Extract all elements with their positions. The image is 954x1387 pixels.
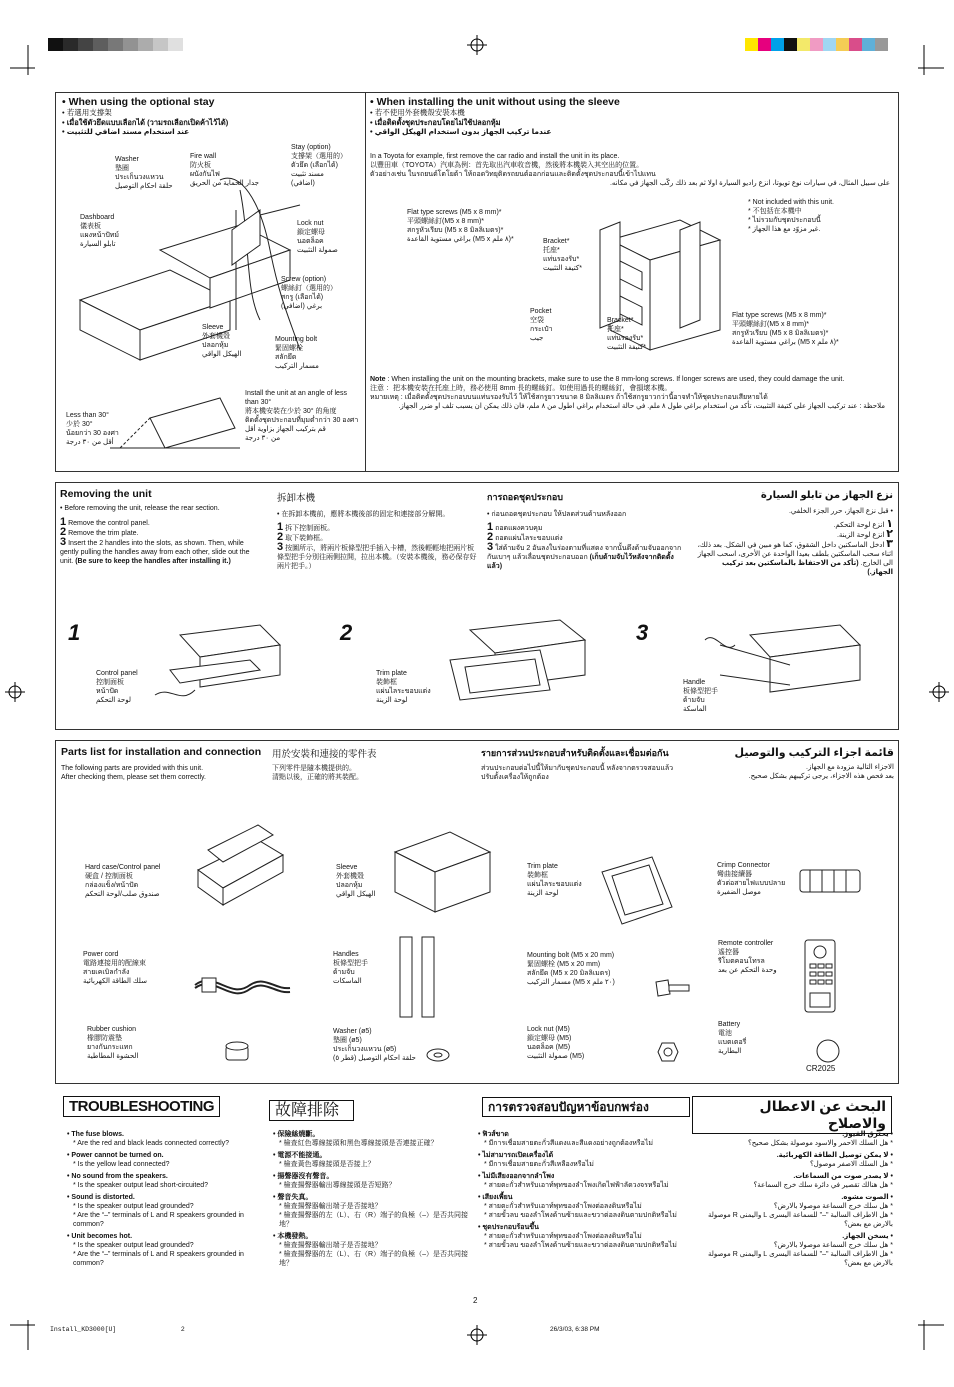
page-number: 2 <box>473 1296 478 1305</box>
zh-step-3: 按圖所示，將兩片板條型把手插入卡槽，然後輕輕地把兩片板條型把手分別往兩側拉開，拉出本機。（安裝本機後，務必保存好兩片把手。） <box>277 545 477 570</box>
removing-zh-title: 拆卸本機 <box>277 493 316 504</box>
fig-number-1: 1 <box>68 620 81 645</box>
trouble-question: • الصوت مشوه. <box>841 1194 893 1201</box>
trouble-question: • 電源不能接通。 <box>273 1152 327 1159</box>
parts-ar <box>696 746 894 781</box>
trouble-answer: * Are the red and black leads connected correctly? <box>73 1140 230 1147</box>
density-swatch <box>93 38 108 51</box>
density-swatch <box>168 38 183 51</box>
optional-stay-th: • เมื่อใช้ตัวยึดแบบเลือกได้ (วามรถเลือกเปิดค้าไว้ได้) <box>62 117 229 127</box>
note-th: หมายเหตุ : เมื่อติดตั้งชุดประกอบบนแท่นรองรับไว้ ให้ใช้สกรูยาวขนาด 8 มิลลิเมตร ถ้าใช้สกรูยาวกว่านี้อาจทำให้ชุดประกอบเสียหายได้ <box>370 394 768 401</box>
fig-3-illustration <box>700 615 870 710</box>
color-swatch <box>862 38 875 51</box>
part-handles-label: Handles 板條型把手 ด้ามจับ الماسكات <box>333 951 368 985</box>
removing-th-title: การถอดชุดประกอบ <box>487 492 563 502</box>
parts-intro: The following parts are provided with this unit. After checking them, please set them correctly. <box>61 765 206 781</box>
removing-ar-bullet: • قبل نزع الجهاز، حرر الجزء الخلفي. <box>788 508 893 515</box>
bracket-illustration <box>560 200 740 370</box>
trouble-answer: * Are the “–” terminals of L and R speakers grounded in common? <box>73 1251 244 1267</box>
trouble-answer: * สายตะกั่วสำหรับเอาท์พุทของลำโพงต่อลงดินหรือไม่ <box>484 1203 642 1210</box>
removing-zh-bullet: • 在拆卸本機前，應將本機後部的固定和連接部分解開。 <box>277 511 450 518</box>
footer-file: Install_KD3000[U] <box>50 1326 117 1333</box>
density-swatch <box>108 38 123 51</box>
trouble-question: • ไม่สามารถเปิดเครื่องได้ <box>478 1152 554 1159</box>
label-locknut: Lock nut 鎖定螺母 นอตล็อค صمولة التثبيت <box>297 220 338 254</box>
removing-ar: نزع الجهاز من تابلو السيارة • قبل نزع الجهاز، حرر الجزء الخلفي. ١ انزع لوحة التحكم. ٢ انزع لوحة الزينة. ٣ ادخل الماسكتين داخل الشقوق، كما هو مبين في الشكل. بعد ذلك، اثناء سحب الماسكتين بلطف بعيدا الواحدة عن الأخرى، اسحب الجهاز الى الخارج. (تأكد من الاحتفاظ بالماسكتين بعد تركيب الجهاز.) <box>695 490 893 577</box>
angle-illustration <box>110 388 240 463</box>
battery-illustration <box>813 1036 843 1066</box>
part-sleeve-label: Sleeve 外套機殼 ปลอกหุ้ม الهيكل الواقي <box>336 864 376 898</box>
trouble-question: • 本機發熱。 <box>273 1233 313 1240</box>
part-remote-label: Remote controller 遙控器 รีโมตคอนโทรล وحدة التحكم عن بعد <box>718 940 777 974</box>
density-swatch <box>138 38 153 51</box>
trouble-answer: * 檢查揚聲器輸出端子是否接地？ <box>279 1203 382 1210</box>
part-locknut-label: Lock nut (M5) 鎖定螺母 (M5) นอตล็อค (M5) صمولة التثبيت (M5) <box>527 1026 585 1060</box>
label-mounting-bolt: Mounting bolt 緊固螺栓 สลักยึด مسمار التركيب <box>275 336 319 370</box>
density-swatch <box>48 38 63 51</box>
parts-th-intro: ส่วนประกอบต่อไปนี้ให้มากับชุดประกอบนี้ หลังจากตรวจสอบแล้ว ปรับตั้งเครื่องให้ถูกต้อง <box>481 765 674 781</box>
trouble-question: • ฟิวส์ขาด <box>478 1131 509 1138</box>
label-screw: Screw (option) 螺絲釘（選用的） สกรู (เลือกได้) برغي (اضافي) <box>281 276 337 310</box>
parts-ar-title: قائمة اجزاء التركيب والتوصيل <box>734 747 894 759</box>
fig-2-illustration <box>430 615 600 710</box>
mounting-bolt-illustration <box>652 972 692 1002</box>
label-flat-screws-bottom: Flat type screws (M5 x 8 mm)* 平頭螺絲釘(M5 x 8 mm)* สกรูหัวเรียบ (M5 x 8 มิลลิเมตร)* براغي مستوية القاعدة (M5 x ٨ ملم)* <box>732 312 839 346</box>
note-label: Note <box>370 376 386 383</box>
part-trim-label: Trim plate 裝飾框 แผ่นไลระขอบแต่ง لوحة الزينة <box>527 863 582 897</box>
trouble-question: • ชุดประกอบร้อนขึ้น <box>478 1224 539 1231</box>
label-flat-screws-top: Flat type screws (M5 x 8 mm)* 平頭螺絲釘(M5 x 8 mm)* สกรูหัวเรียบ (M5 x 8 มิลลิเมตร)* براغي مستوية القاعدة (M5 x ٨ ملم)* <box>407 209 514 243</box>
troubleshooting-zh-list <box>273 1130 473 1268</box>
trouble-question: • 保險絲燒斷。 <box>273 1131 320 1138</box>
label-washer: Washer 墊圈 ประเก็นวงแหวน حلقة احكام التوصيل <box>115 156 173 190</box>
color-swatch <box>758 38 771 51</box>
parts-th <box>481 746 696 782</box>
color-swatch <box>771 38 784 51</box>
trouble-answer: * Is the speaker output lead grounded? <box>73 1203 194 1210</box>
label-bracket-bottom: Bracket* 托座* แท่นรองรับ* كتيفة التثبيت* <box>607 317 646 351</box>
trouble-answer: * มีการเชื่อมสายตะกั่วสีแดงและสีแดงอย่างถูกต้องหรือไม่ <box>484 1140 654 1147</box>
color-swatch <box>849 38 862 51</box>
removing-th-bullet: • ก่อนถอดชุดประกอบ ให้ปลดส่วนด้านหลังออก <box>487 511 627 518</box>
color-swatch <box>797 38 810 51</box>
troubleshooting-th-list <box>478 1130 688 1250</box>
label-sleeve: Sleeve 外套機殼 ปลอกหุ้ม الهيكل الواقي <box>202 324 242 358</box>
trouble-question: • No sound from the speakers. <box>67 1173 168 1180</box>
lock-nut-illustration <box>656 1040 680 1064</box>
th-step-2: ถอดแผ่นไลระขอบแต่ง <box>495 535 563 542</box>
troubleshooting-en-title: TROUBLESHOOTING <box>63 1096 220 1117</box>
trouble-answer: * สายขั้วลบ ของลำโพงด้านซ้ายและขวาต่อลงดินตามปกติหรือไม่ <box>484 1212 677 1219</box>
trouble-question: • يسخن الجهاز. <box>842 1233 893 1240</box>
color-bar <box>745 38 888 56</box>
label-firewall: Fire wall 防火板 ผนังกันไฟ جدار الحماية من الحريق <box>190 153 259 187</box>
removing-en <box>60 488 260 566</box>
color-swatch <box>810 38 823 51</box>
removing-ar-title: نزع الجهاز من تابلو السيارة <box>760 490 893 501</box>
trouble-answer: * 檢查黃色導線接頭是否接上？ <box>279 1161 375 1168</box>
optional-stay-title: • When using the optional stay <box>62 96 215 108</box>
label-stay: Stay (option) 支撐架（選用的） ตัวยึด (เลือกได้) مسند تثبيت (اضافي) <box>291 144 347 187</box>
note-ar: ملاحظة : عند تركيب الجهاز على كتيفة التثبيت، تأكد من استخدام براغي طول ٨ ملم. في حالة استخدام براغي اطول من ٨ ملم، فان ذلك يمكن ان يسبب تلف او ضرر الجهاز. <box>398 403 885 410</box>
troubleshooting-en-title-box <box>63 1098 220 1116</box>
section-divider <box>365 92 366 472</box>
troubleshooting-zh-title: 故障排除 <box>269 1100 354 1121</box>
density-swatch <box>63 38 78 51</box>
part-bolt-label: Mounting bolt (M5 x 20 mm) 緊固螺栓 (M5 x 20 mm) สลักยึด (M5 x 20 มิลลิเมตร) مسمار التركيب (M5 x ٢٠ ملم) <box>527 952 615 986</box>
trouble-answer: * Is the speaker output lead grounded? <box>73 1242 194 1249</box>
density-swatch <box>153 38 168 51</box>
parts-th-title: รายการส่วนประกอบสำหรับติดตั้งและเชื่อมต่อกัน <box>481 748 669 758</box>
trouble-answer: * 檢查揚聲器輸出導線接頭是否短路？ <box>279 1182 396 1189</box>
removing-steps: 1 Remove the control panel. 2 Remove the trim plate. 3 Insert the 2 handles into the slots, as shown. Then, while gently pulling the handles away from each other, slide out the unit. (Be sure to keep the handles after installing it.) <box>60 516 250 565</box>
ar-step-1: انزع لوحة التحكم. <box>833 522 885 529</box>
parts-en <box>61 746 271 782</box>
trouble-question: • The fuse blows. <box>67 1131 124 1138</box>
removing-title: Removing the unit <box>60 488 152 500</box>
troubleshooting-en-list <box>67 1130 267 1268</box>
trouble-question: • يحترق الفيوز. <box>842 1131 893 1138</box>
footer-page: 2 <box>181 1326 185 1333</box>
optional-stay-ar: • عند استخدام مسند اضافي للتثبيت <box>62 127 190 136</box>
footer-date: 26/3/03, 6:38 PM <box>550 1326 600 1333</box>
troubleshooting-ar-title: البحث عن الاعطال والاصلاح <box>692 1096 892 1134</box>
troubleshooting-th-title-box <box>482 1098 690 1117</box>
remote-controller-illustration <box>803 938 837 1014</box>
step-3-bold: (Be sure to keep the handles after installing it.) <box>75 558 231 565</box>
trouble-question: • لا يمكن توصيل الطاقة الكهربائية. <box>776 1152 893 1159</box>
label-dashboard: Dashboard 儀表板 แผงหน้าปัทม์ تابلو السيارة <box>80 214 120 248</box>
trouble-question: • 揚聲器沒有聲音。 <box>273 1173 334 1180</box>
parts-ar-intro: الاجزاء التالية مزودة مع الجهاز. بعد فحص هذه الاجزاء، يرجى تركيبهم بشكل صحيح. <box>748 764 894 780</box>
power-cord-illustration <box>190 960 300 1015</box>
intro-ar: على سبيل المثال، في سيارات نوع تويوتا، انزع راديو السيارة اولا ثم بعد ذلك ركّب الجهاز في مكانه. <box>609 180 890 187</box>
troubleshooting-zh-title-box <box>269 1097 354 1120</box>
part-battery-label: Battery 電池 แบตเตอรี่ البطارية <box>718 1021 747 1055</box>
mounting-note <box>370 375 885 411</box>
washer-illustration <box>423 1045 453 1065</box>
without-sleeve-header <box>370 96 890 137</box>
trouble-answer: * สายตะกั่วสำหรับเอาท์พุทของลำโพงต่อลงดินหรือไม่ <box>484 1233 642 1240</box>
part-washer-label: Washer (ø5) 墊圈 (ø5) ประเก็นวงแหวน (ø5) حلقة احكام التوصيل (قطر ٥) <box>333 1028 416 1062</box>
trouble-answer: * 檢查紅色導線接頭和黑色導線接頭是否連接正確？ <box>279 1140 438 1147</box>
angle-note: Install the unit at an angle of less than 30° 將本機安裝在少於 30° 的角度 ติดตั้งชุดประกอบที่มุมต่ำกว่า 30 องศา قم بتركيب الجهاز بزاوية أقل من ٣٠ درجة <box>245 390 359 442</box>
troubleshooting-th-title: การตรวจสอบปัญหาข้อบกพร่อง <box>482 1097 690 1117</box>
intro-en: In a Toyota for example, first remove the car radio and install the unit in its place. <box>370 153 620 160</box>
without-sleeve-intro <box>370 152 890 188</box>
part-hardcase-label: Hard case/Control panel 硬盒 / 控制面板 กล่องแข็ง/หน้าปัด صندوق صلب/لوحة التحكم <box>85 864 161 898</box>
removing-bullet: • Before removing the unit, release the rear section. <box>60 505 220 512</box>
trouble-answer: * هل السلك الاصفر موصول؟ <box>809 1161 893 1168</box>
color-swatch <box>875 38 888 51</box>
ar-step-3: ادخل الماسكتين داخل الشقوق، كما هو مبين في الشكل. بعد ذلك، اثناء سحب الماسكتين بلطف بعيدا الواحدة عن الأخرى، اسحب الجهاز الى الخارج. <box>697 542 893 567</box>
troubleshooting-ar-title-box <box>692 1096 892 1134</box>
intro-th: ตัวอย่างเช่น ในรถยนต์โตโยต้า ให้ถอดวิทยุติดรถยนต์ออกก่อนและติดตั้งชุดประกอบนี้เข้าไปแทน <box>370 171 656 178</box>
trim-plate-illustration <box>597 852 677 932</box>
optional-stay-zh: • 若選用支撐架 <box>62 108 112 117</box>
fig-1-illustration <box>150 615 290 710</box>
color-swatch <box>836 38 849 51</box>
optional-stay-header <box>62 96 362 137</box>
color-swatch <box>823 38 836 51</box>
th-step-1: ถอดแผงควบคุม <box>495 525 543 532</box>
fig-1-label: Control panel 控制面板 หน้าปัด لوحة التحكم <box>96 670 138 704</box>
without-sleeve-ar: • عندما تركيب الجهاز بدون استخدام الهيكل الواقي <box>370 127 552 136</box>
trouble-question: • เสียงเพี้ยน <box>478 1194 513 1201</box>
part-power-label: Power cord 電路連接用的配線束 สายเคเบิลกำลัง سلك الطاقة الكهربائية <box>83 951 147 985</box>
ar-step-3-bold: (تأكد من الاحتفاظ بالماسكتين بعد تركيب الجهاز.) <box>721 560 893 576</box>
without-sleeve-title: • When installing the unit without using the sleeve <box>370 96 620 108</box>
density-swatch <box>123 38 138 51</box>
trouble-question: • 聲音失真。 <box>273 1194 313 1201</box>
removing-zh: 拆卸本機 • 在拆卸本機前，應將本機後部的固定和連接部分解開。 1 拆下控制面板。 2 取下裝飾框。 3 按圖所示，將兩片板條型把手插入卡槽，然後輕輕地把兩片板條型把手分別往兩側拉開，拉出本機。（安裝本機後，務必保存好兩片把手。） <box>277 490 477 571</box>
label-pocket: Pocket 空袋 กระเป๋า جيب <box>530 308 553 342</box>
trouble-answer: * 檢查揚聲器的左（L）、右（R）端子的負極（–）是否共同接地？ <box>279 1251 469 1267</box>
part-crimp-label: Crimp Connector 彎曲接續器 ตัวต่อสายไฟแบบปลาย موصل الضفيرة <box>717 862 786 896</box>
trouble-answer: * هل الاطراف السالبة "–" للسماعة اليسرى L واليمنى R موصولة بالارض مع بعض؟ <box>707 1251 893 1267</box>
black-density-bar <box>48 38 183 56</box>
trouble-answer: * هل سلك خرج السماعة موصولا بالارض؟ <box>773 1242 893 1249</box>
trouble-question: • Power cannot be turned on. <box>67 1152 164 1159</box>
trouble-answer: * هل السلك الاحمر والاسود موصولة بشكل صحيح؟ <box>748 1140 893 1147</box>
zh-step-1: 拆下控制面板。 <box>285 525 335 532</box>
not-included-note: * Not included with this unit. * 不包括在本機中 * ไม่รวมกับชุดประกอบนี้ * غير مزوّد مع هذا الجهاز. <box>748 199 834 233</box>
color-swatch <box>784 38 797 51</box>
trouble-question: • Unit becomes hot. <box>67 1233 133 1240</box>
battery-code: CR2025 <box>806 1064 836 1073</box>
without-sleeve-th: • เมื่อติดตั้งชุดประกอบโดยไม่ใช้ปลอกหุ้ม <box>370 117 501 127</box>
ar-step-2: انزع لوحة الزينة. <box>836 532 885 539</box>
fig-number-2: 2 <box>340 620 353 645</box>
parts-zh <box>272 746 482 782</box>
hardcase-illustration <box>188 820 288 915</box>
density-swatch <box>78 38 93 51</box>
trouble-question: • ไม่มีเสียงออกจากลำโพง <box>478 1173 555 1180</box>
part-rubber-label: Rubber cushion 橡膠防震墊 ยางกันกระแทก الحشوة المطاطية <box>87 1026 139 1060</box>
fig-3-label: Handle 板條型把手 ด้ามจับ الماسكة <box>683 679 718 713</box>
step-1: Remove the control panel. <box>68 520 150 527</box>
trouble-question: • لا يصدر صوت من السماعات. <box>793 1173 893 1180</box>
trouble-answer: * สายขั้วลบ ของลำโพงด้านซ้ายและขวาต่อลงดินตามปกติหรือไม่ <box>484 1242 677 1249</box>
fig-number-3: 3 <box>636 620 649 645</box>
removing-th: การถอดชุดประกอบ • ก่อนถอดชุดประกอบ ให้ปลดส่วนด้านหลังออก 1 ถอดแผงควบคุม 2 ถอดแผ่นไลระขอบแต่ง 3 ใส่ด้ามจับ 2 อันลงในร่องตามที่แสดง จากนั้นดึงด้ามจับออกจากกันเบาๆ แล้วเลื่อนชุดประกอบออก (เก็บด้ามจับไว้หลังจากติดตั้งแล้ว) <box>487 490 687 571</box>
rubber-cushion-illustration <box>222 1040 252 1070</box>
label-bracket-top: Bracket* 托座* แท่นรองรับ* كتيفة التثبيت* <box>543 238 582 272</box>
trouble-answer: * 檢查揚聲器輸出端子是否接地？ <box>279 1242 382 1249</box>
trouble-answer: * هل الاطراف السالبة "–" للسماعة اليسرى L واليمنى R موصولة بالارض مع بعض؟ <box>707 1212 893 1228</box>
trouble-answer: * สายตะกั่วสำหรับเอาท์พุทของลำโพงเกิดไฟฟ้าลัดวงจรหรือไม่ <box>484 1182 669 1189</box>
trouble-answer: * هل هنالك تقصير في دائرة سلك خرج السماعة؟ <box>753 1182 893 1189</box>
fig-2-label: Trim plate 裝飾框 แผ่นไลระขอบแต่ง لوحة الزينة <box>376 670 431 704</box>
zh-step-2: 取下裝飾框。 <box>285 535 328 542</box>
intro-zh: 以豐田車（TOYOTA）汽車為例：首先取出汽車收音機，然後將本機裝入其空出的位置。 <box>370 162 644 169</box>
trouble-answer: * มีการเชื่อมสายตะกั่วสีเหลืองหรือไม่ <box>484 1161 594 1168</box>
trouble-answer: * Is the speaker output lead short-circuited? <box>73 1182 209 1189</box>
parts-zh-intro: 下列零件是隨本機提供的。 清點以後，正確的將其裝配。 <box>272 765 363 781</box>
crimp-connector-illustration <box>795 865 870 905</box>
without-sleeve-zh: • 若不使用外套機殼安裝本機 <box>370 108 465 117</box>
trouble-question: • Sound is distorted. <box>67 1194 135 1201</box>
step-2: Remove the trim plate. <box>68 530 139 537</box>
trouble-answer: * Is the yellow lead connected? <box>73 1161 170 1168</box>
th-step-3-bold: (เก็บด้ามจับไว้หลังจากติดตั้งแล้ว) <box>487 554 674 570</box>
trouble-answer: * هل سلك خرج السماعة موصولا بالارض؟ <box>773 1203 893 1210</box>
note-en: : When installing the unit on the mounting brackets, make sure to use the 8 mm-long screws. If longer screws are used, they could damage the unit. <box>387 376 845 383</box>
color-swatch <box>745 38 758 51</box>
parts-title: Parts list for installation and connection <box>61 746 262 758</box>
trouble-answer: * Are the “–” terminals of L and R speakers grounded in common? <box>73 1212 244 1228</box>
step-3: Insert the 2 handles into the slots, as shown. Then, while gently pulling the handles away from each other, slide out the unit. <box>60 540 250 565</box>
label-less-than: Less than 30° 少於 30° น้อยกว่า 30 องศา أقل من ٣٠ درجة <box>66 412 119 446</box>
parts-zh-title: 用於安裝和連接的零件表 <box>272 749 377 760</box>
troubleshooting-ar-list <box>690 1130 893 1268</box>
trouble-answer: * 檢查揚聲器的左（L）、右（R）端子的負極（–）是否共同接地？ <box>279 1212 469 1228</box>
th-step-3: ใส่ด้ามจับ 2 อันลงในร่องตามที่แสดง จากนั้นดึงด้ามจับออกจากกันเบาๆ แล้วเลื่อนชุดประกอบออก <box>487 545 682 561</box>
handles-illustration <box>392 932 452 1022</box>
note-zh: 注意 ：把本機安裝在托座上時，務必使用 8mm 長的螺絲釘。如使用過長的螺絲釘，會損壞本機。 <box>370 385 672 392</box>
sleeve-part-illustration <box>385 827 495 917</box>
